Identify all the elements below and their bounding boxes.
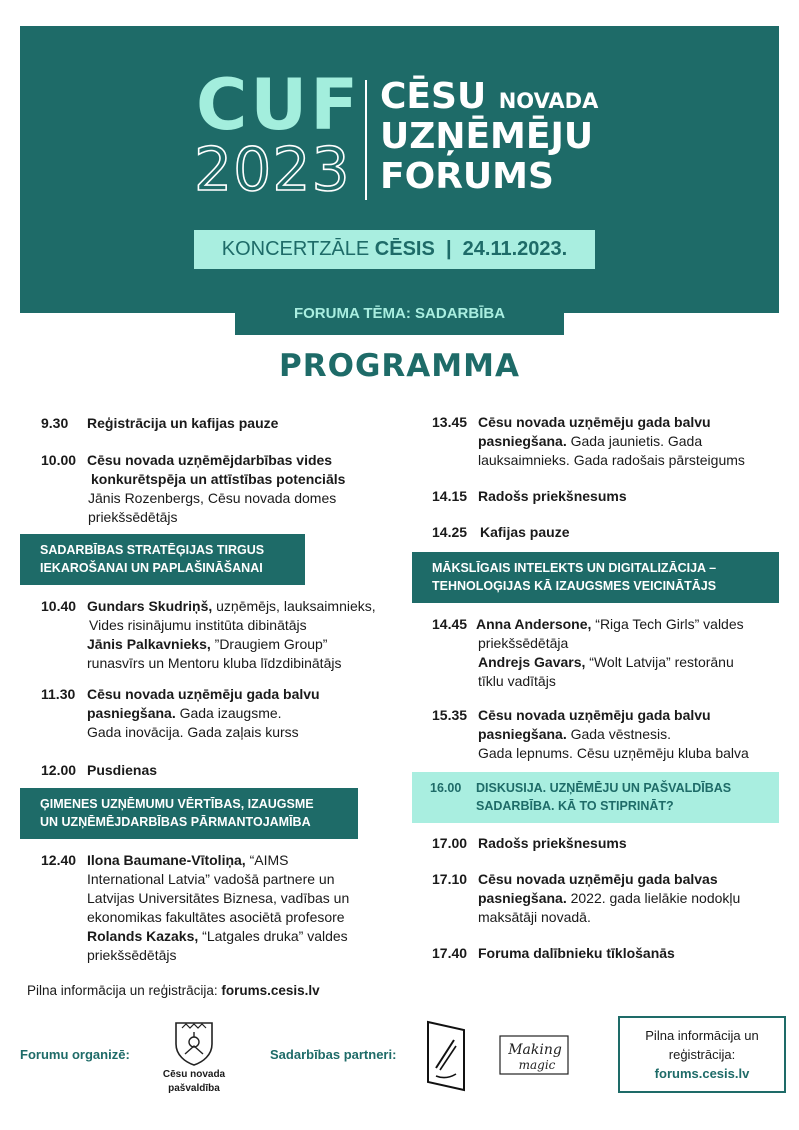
schedule-item: 17.00 Radošs priekšnesums xyxy=(432,835,627,851)
schedule-item: 10.40 Gundars Skudriņš, uzņēmējs, lauksaimnieks, Vides risinājumu institūta dibinātājs Jānis Palkavnieks, ”Draugiem Group” runasvīrs un Mentoru kluba līdzdibinātājs xyxy=(41,598,376,671)
schedule-item: 11.30 Cēsu novada uzņēmēju gada balvu pasniegšana. Gada izaugsme. Gada inovācija. Gada zaļais kurss xyxy=(41,686,320,740)
schedule-item: 13.45 Cēsu novada uzņēmēju gada balvu pasniegšana. Gada jaunietis. Gada lauksaimnieks. Gada radošais pārsteigums xyxy=(432,414,745,468)
partner-logo-making-magic xyxy=(497,1030,575,1080)
schedule-item: 14.45 Anna Andersone, “Riga Tech Girls” valdes priekšsēdētāja Andrejs Gavars, “Wolt Latvija” restorānu tīklu vadītājs xyxy=(432,616,744,689)
partners-label: Sadarbības partneri: xyxy=(270,1047,397,1062)
schedule-item: 17.10 Cēsu novada uzņēmēju gada balvas pasniegšana. 2022. gada lielākie nodokļu maksātāji novadā. xyxy=(432,871,741,925)
partner-logo-text-b: magic xyxy=(518,1058,556,1072)
venue-date-bar: KONCERTZĀLE CĒSIS | 24.11.2023. xyxy=(194,230,595,269)
info-link[interactable]: forums.cesis.lv xyxy=(221,983,320,998)
forum-name-line2: UZŅĒMĒJU xyxy=(380,116,594,157)
forum-name-line3: FORUMS xyxy=(380,156,554,197)
municipality-crest-icon xyxy=(173,1020,215,1066)
forum-name-line1: CĒSU NOVADA xyxy=(380,76,599,117)
partner-logo-club-icon xyxy=(426,1020,466,1092)
info-box: Pilna informācija un reģistrācija: forums.cesis.lv xyxy=(618,1016,786,1093)
schedule-item: 9.30 Reģistrācija un kafijas pauze xyxy=(41,415,279,431)
program-title: PROGRAMMA xyxy=(279,348,520,384)
organizer-label: Forumu organizē: xyxy=(20,1047,130,1062)
cuf-logo-text: CUF xyxy=(196,64,362,146)
organizer-name: Cēsu novada pašvaldība xyxy=(162,1069,226,1094)
info-box-link[interactable]: forums.cesis.lv xyxy=(654,1066,750,1081)
section-header: ĢIMENES UZŅĒMUMU VĒRTĪBAS, IZAUGSME UN UZŅĒMĒJDARBĪBAS PĀRMANTOJAMĪBA xyxy=(20,788,358,839)
partner-logo-text-a: Making xyxy=(508,1042,562,1058)
schedule-item: 12.00 Pusdienas xyxy=(41,762,158,778)
section-header: MĀKSLĪGAIS INTELEKTS UN DIGITALIZĀCIJA – TEHNOLOĢIJAS KĀ IZAUGSMES VEICINĀTĀJS xyxy=(412,552,779,603)
header-divider xyxy=(365,80,367,200)
schedule-item: 17.40 Foruma dalībnieku tīklošanās xyxy=(432,945,675,961)
schedule-item: 15.35 Cēsu novada uzņēmēju gada balvu pasniegšana. Gada vēstnesis. Gada lepnums. Cēsu uzņēmēju kluba balva xyxy=(432,707,749,761)
section-header-discussion: 16.00 DISKUSIJA. UZŅĒMĒJU UN PAŠVALDĪBAS SADARBĪBA. KĀ TO STIPRINĀT? xyxy=(412,772,779,823)
schedule-item: 10.00 Cēsu novada uzņēmējdarbības vides konkurētspēja un attīstības potenciāls Jānis Rozenbergs, Cēsu novada domes priekšsēdētājs xyxy=(41,452,346,525)
info-line: Pilna informācija un reģistrācija: forums.cesis.lv xyxy=(27,983,320,998)
schedule-item: 12.40 Ilona Baumane-Vītoliņa, “AIMS International Latvia” vadošā partnere un Latvijas Universitātes Biznesa, vadības un ekonomikas fakultātes asociētā profesore Rolands Kazaks, “Latgales druka” valdes priekšsēdētājs xyxy=(41,852,350,963)
schedule-item: 14.25 Kafijas pauze xyxy=(432,524,570,540)
year-logo-text: 2023 xyxy=(194,135,351,205)
schedule-item: 14.15 Radošs priekšnesums xyxy=(432,488,627,504)
forum-theme-banner: FORUMA TĒMA: SADARBĪBA xyxy=(235,292,564,335)
section-header: SADARBĪBAS STRATĒĢIJAS TIRGUS IEKAROŠANAI UN PAPLAŠINĀŠANAI xyxy=(20,534,305,585)
